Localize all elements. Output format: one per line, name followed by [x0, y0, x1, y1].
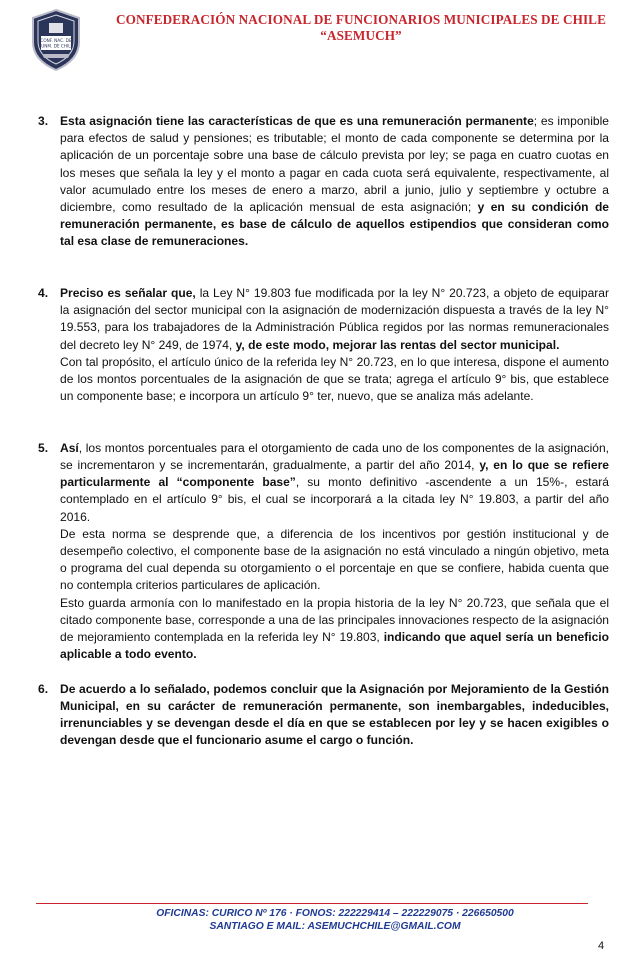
text-run: De esta norma se desprende que, a diferencia de los incentivos por gestión institucional y de desempeño colectivo, el componente base de la asignación no está vinculado a ningún objetivo, meta o programa del cual dependa su otorgamiento o el porcentaje en que se confiere, habida cuenta que no contempla criterios particulares de aplicación.: [60, 526, 609, 593]
bold-text-run: y en su condición de remuneración permanente, es base de cálculo de aquellos estipendios que consideran como tal esa clase de remuneraciones.: [60, 200, 609, 249]
section-paragraph: [60, 285, 609, 354]
section-item: [38, 113, 609, 251]
text-run: , su monto definitivo -ascendente a un 15%-, estará contemplado en el artículo 9° bis, el cual se incorporará a la citada ley N° 19.803, a partir del año 2016.: [60, 475, 610, 524]
section-paragraph: [60, 681, 609, 750]
section-paragraph: [60, 440, 609, 526]
section-number: 4.: [38, 286, 49, 301]
section-number: 5.: [38, 440, 49, 455]
section-number: 6.: [38, 681, 49, 696]
svg-text:CONF. NAC. DE: CONF. NAC. DE: [40, 38, 72, 43]
section-number: 3.: [38, 114, 49, 128]
text-run: Con tal propósito, el artículo único de la referida ley N° 20.723, en lo que interesa, dispone el aumento de los montos porcentuales de la asignación de que se trata; agrega el artículo 9° bis, que establece un componente base; e incorpora un artículo 9° ter, nuevo, que se analiza más adelante.: [60, 354, 609, 404]
section-paragraph: [60, 354, 609, 406]
asemuch-logo: [30, 8, 82, 72]
header-acronym: “ASEMUCH”: [320, 28, 402, 43]
footer-rule: [36, 903, 588, 904]
text-run: , los montos porcentuales para el otorgamiento de cada uno de los componentes de la asignación, se incrementaron y se incrementarán, gradualmente, a partir del año 2014,: [60, 440, 609, 473]
section-paragraph: [60, 526, 609, 595]
bold-text-run: y, en lo que se refiere particularmente al “componente base”: [60, 458, 609, 490]
page-header: [96, 12, 626, 44]
section-item: [38, 681, 609, 750]
bold-text-run: y, de este modo, mejorar las rentas del sector municipal.: [235, 337, 560, 352]
section-item: [38, 440, 609, 664]
text-run: la Ley N° 19.803 fue modificada por la ley N° 20.723, a objeto de equiparar la asignación del sector municipal con la asignación de modernización dispuesta a través de la ley N° 19.553, para los trabajadores de la Administración Pública regidos por las normas remuneracionales del decreto ley N° 249, de 1974,: [60, 286, 609, 352]
footer-email: SANTIAGO E MAIL: ASEMUCHCHILE@GMAIL.COM: [209, 921, 461, 932]
footer-offices: OFICINAS: CURICO Nº 176 · FONOS: 222229414 – 222229075 · 226650500: [156, 908, 514, 919]
bold-text-run: indicando que aquel sería un beneficio aplicable a todo evento.: [60, 630, 609, 662]
header-org-name: CONFEDERACIÓN NACIONAL DE FUNCIONARIOS MUNICIPALES DE CHILE: [116, 12, 606, 27]
text-run: Esto guarda armonía con lo manifestado en la propia historia de la ley N° 20.723, que señala que el citado componente base, corresponde a una de las principales innovaciones respecto de la asignación de mejoramiento contemplada en la referida ley N° 19.803,: [60, 595, 609, 645]
text-run: ; es imponible para efectos de salud y pensiones; es tributable; el monto de cada componente se determina por la aplicación de un porcentaje sobre una base de cálculo prevista por ley; se paga en cuatro cuotas en los meses que señala la ley y el monto a pagar en cada cuota será equivalente, respectivamente, al valor acumulado entre los meses de enero a marzo, abril a junio, julio y septiembre y octubre a diciembre, como resultado de la aplicación mensual de esta asignación;: [60, 114, 609, 215]
svg-text:FUNM. DE CHILE: FUNM. DE CHILE: [38, 43, 74, 49]
page-footer: [100, 907, 570, 933]
bold-text-run: Preciso es señalar que,: [60, 286, 196, 301]
bold-text-run: Así: [60, 440, 79, 455]
page-number: 4: [598, 940, 605, 952]
section-paragraph: [60, 113, 609, 251]
document-body: [38, 113, 609, 749]
bold-text-run: De acuerdo a lo señalado, podemos concluir que la Asignación por Mejoramiento de la Gestión Municipal, en su carácter de remuneración permanente, son inembargables, indeducibles, irrenunciables y se devengan desde el día en que se establecen por ley y se hacen exigibles o devengan desde que el funcionario asume el cargo o función.: [60, 681, 609, 748]
bold-text-run: Esta asignación tiene las características de que es una remuneración permanente: [60, 114, 534, 128]
section-paragraph: [60, 595, 609, 664]
section-item: [38, 285, 609, 405]
